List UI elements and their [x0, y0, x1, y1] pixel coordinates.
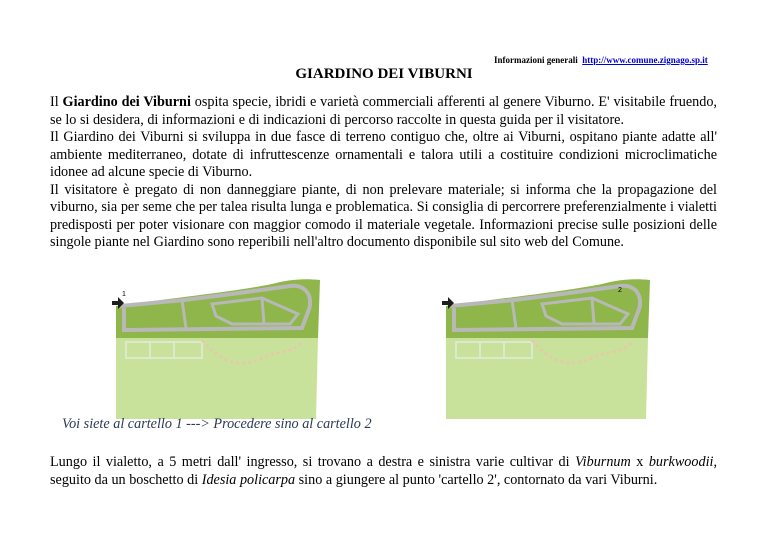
header-label: Informazioni generali: [494, 55, 578, 65]
route-text-4: sino a giungere al punto 'cartello 2', contornato da vari Viburni.: [295, 471, 658, 488]
route-text-2: x: [630, 454, 649, 470]
garden-name: Giardino dei Viburni: [62, 94, 191, 110]
intro-p1-rest: ospita specie, ibridi e varietà commerciali afferenti al genere Viburno. E' visitabile fruendo, se lo si desidera, di informazioni e di indicazioni di percorso raccolte in questa guida per il visitatore.: [50, 94, 717, 128]
garden-map-sign-2: [442, 278, 650, 419]
lower-garden-area: [116, 338, 318, 419]
route-description: [50, 454, 717, 489]
species-epithet: burkwoodii: [648, 454, 714, 470]
intro-paragraph-2: Il Giardino dei Viburni si sviluppa in due fasce di terreno contiguo che, oltre ai Viburni, ospitano piante adatte all' ambiente mediterraneo, dotate di infruttescenze ornamentali e talora utili a costituire condizioni microclimatiche idonee ad alcune specie di Viburno.: [50, 129, 717, 180]
sign-marker-2: 2: [618, 287, 622, 294]
intro-p1-prefix: Il: [50, 94, 63, 110]
intro-text: [50, 94, 717, 252]
page-title: GIARDINO DEI VIBURNI: [295, 66, 473, 82]
header-note: [494, 55, 708, 65]
species-genus: Viburnum: [575, 454, 631, 470]
website-link[interactable]: http://www.comune.zignago.sp.it: [582, 55, 708, 65]
species-idesia: Idesia policarpa: [201, 471, 296, 488]
intro-paragraph-3: Il visitatore è pregato di non danneggiare piante, di non prelevare materiale; si informa che la propagazione del viburno, sia per seme che per talea risulta lunga e problematica. Si consiglia di percorrere preferenzialmente i vialetti predisposti per poter visionare con maggior comodo il materiale vegetale. Informazioni precise sulle posizioni delle singole piante nel Giardino sono reperibili nell'altro documento disponibile sul sito web del Comune.: [50, 181, 717, 250]
route-text-3: , seguito da un boschetto di: [50, 454, 717, 488]
intro-paragraph-1: [50, 94, 717, 129]
route-text-1: Lungo il vialetto, a 5 metri dall' ingresso, si trovano a destra e sinistra varie cultivar di: [50, 454, 576, 470]
map-caption: Voi siete al cartello 1 ---> Procedere sino al cartello 2: [62, 416, 372, 432]
sign-marker-1: 1: [122, 291, 126, 298]
lower-garden-area: [446, 338, 648, 419]
garden-map-sign-1: [112, 278, 320, 419]
